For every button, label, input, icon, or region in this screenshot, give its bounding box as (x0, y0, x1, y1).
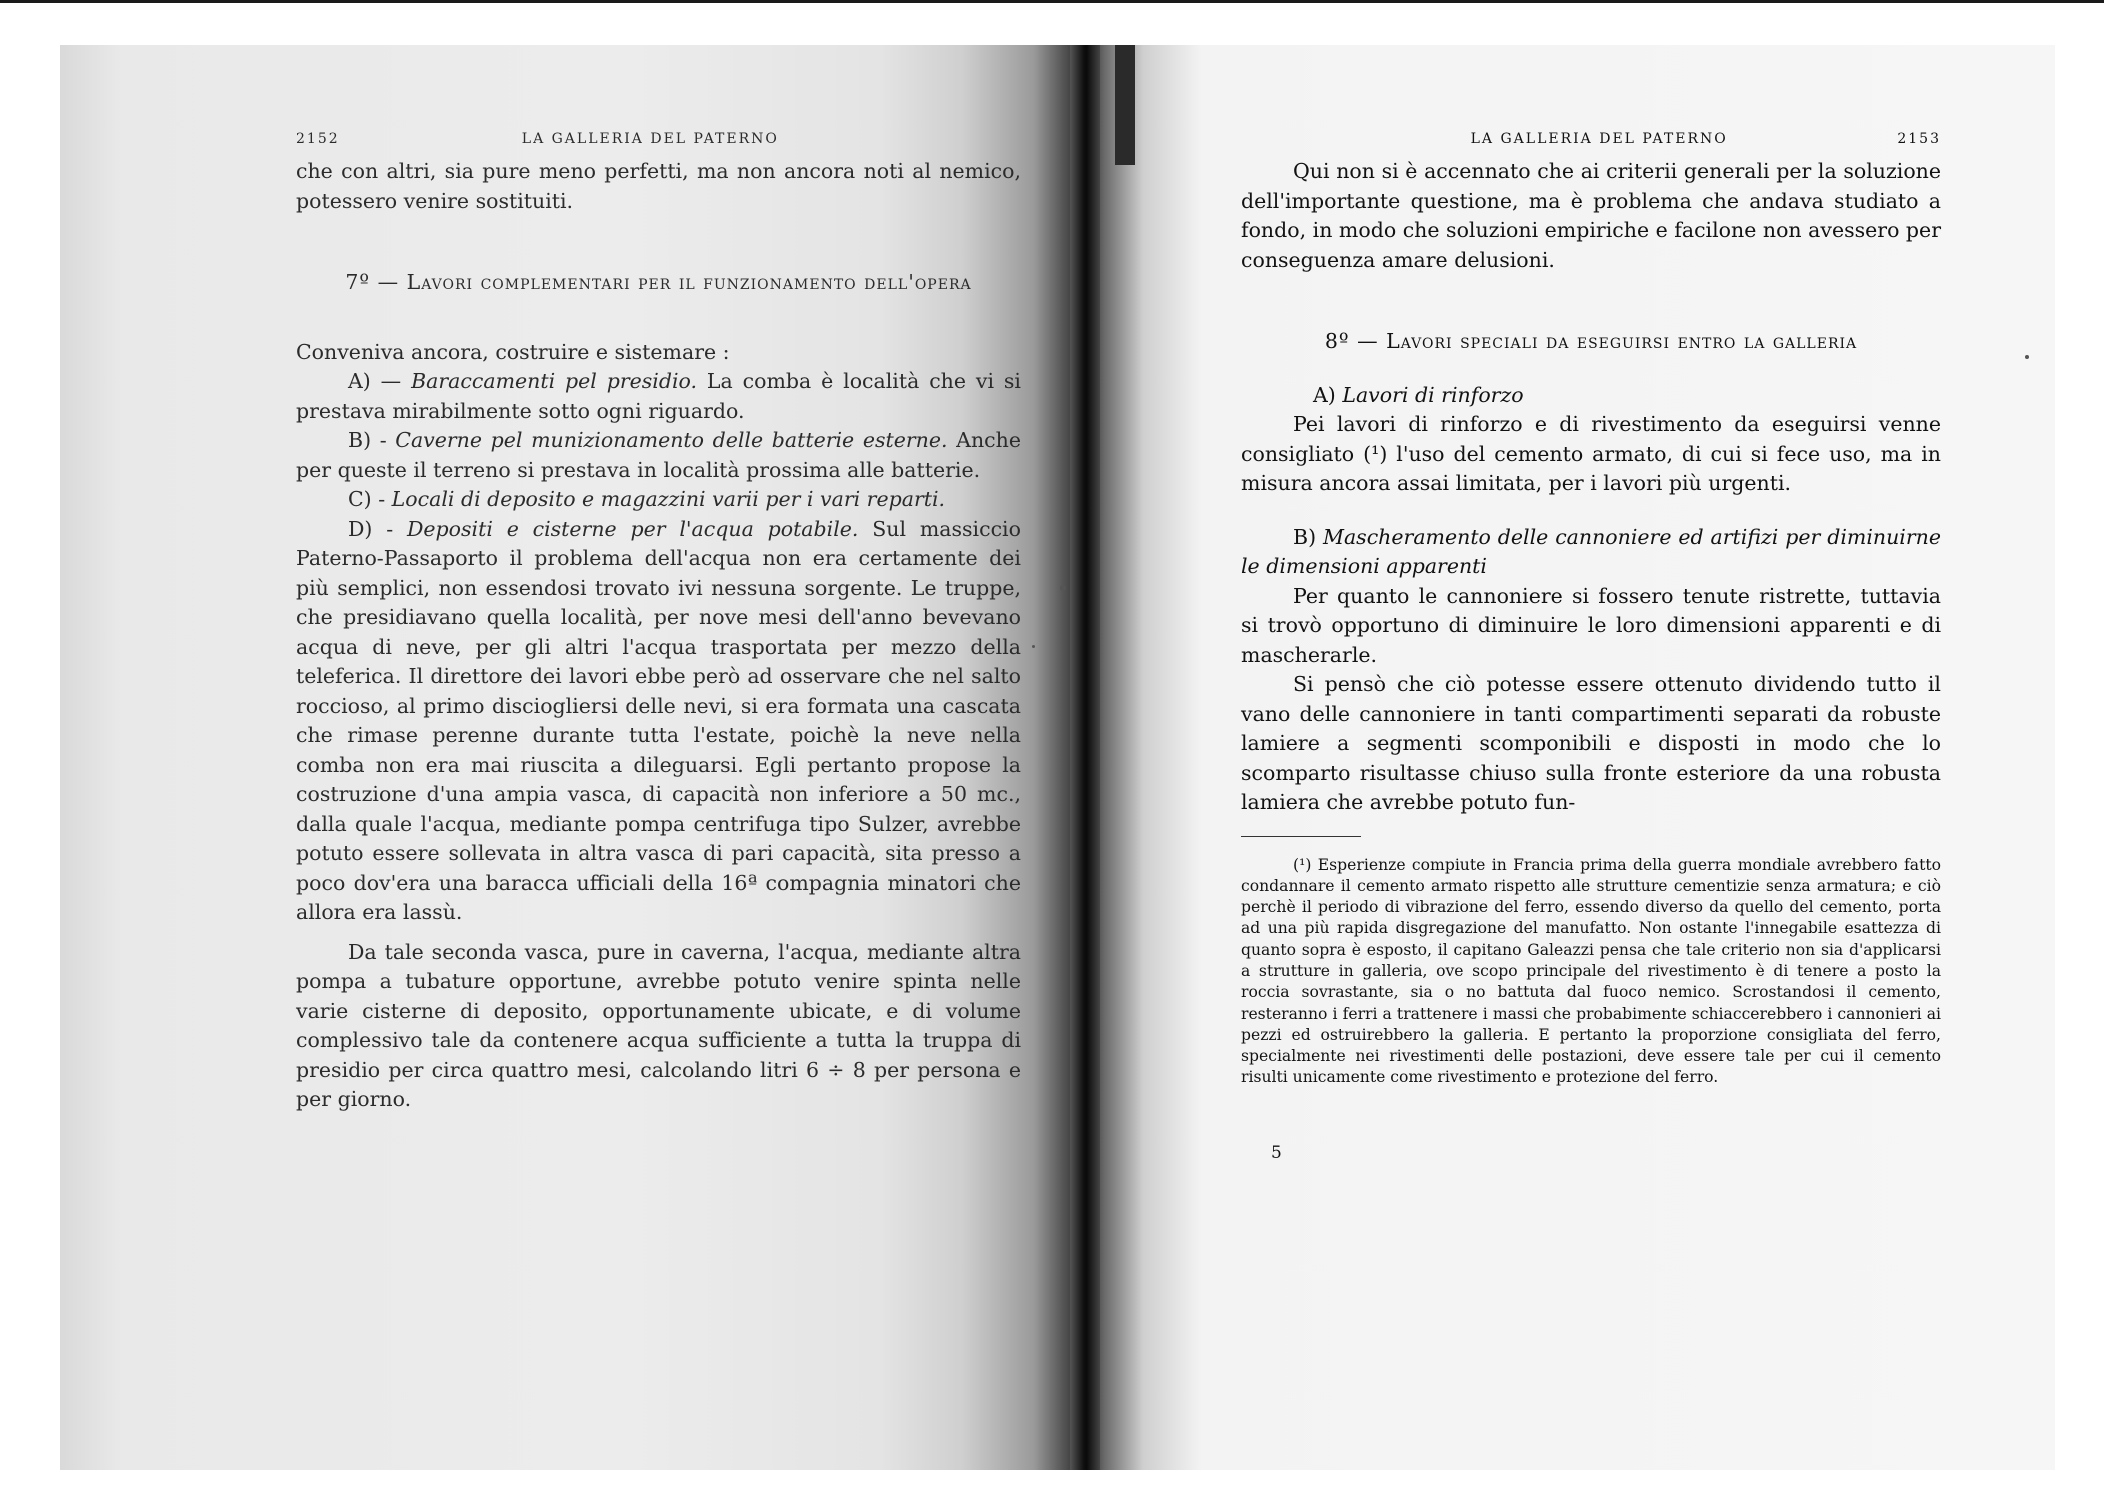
right-running-title: LA GALLERIA DEL PATERNO (1470, 131, 1728, 147)
subsection-a-paragraph: Pei lavori di rinforzo e di rivestimento da eseguirsi venne consigliato (¹) l'uso del cemento armato, di cui si fece uso, ma in misura ancora assai limitata, per i lavori più urgenti. (1241, 412, 1941, 495)
section-7-title: Lavori complementari per il funzionamento dell'opera (406, 270, 972, 294)
section-8-dash: — (1357, 329, 1379, 353)
right-page-number: 2153 (1897, 131, 1941, 147)
item-a-text: La comba è località che vi si prestava mirabilmente sotto ogni riguardo. (296, 369, 1021, 423)
subsection-a-label: A) (1313, 382, 1336, 407)
item-d-label: D) - (348, 516, 394, 541)
scan-speck (1032, 645, 1035, 648)
signature-number: 5 (1271, 1142, 1282, 1163)
subsection-b-paragraph-1: Per quanto le cannoniere si fossero tenute ristrette, tuttavia si trovò opportuno di diminuire le loro dimensioni apparenti e di mascherarle. (1241, 583, 1941, 667)
item-d-text: Sul massiccio Paterno-Passaporto il problema dell'acqua non era certamente dei più semplici, non essendosi trovato ivi nessuna sorgente. Le truppe, che presidiavano quella località, per nove mesi dell'anno bevevano acqua di neve, per gli altri l'acqua trasportata per mezzo della teleferica. Il direttore dei lavori ebbe però ad osservare che nel salto roccioso, al primo disciogliersi delle nevi, si era formata una cascata che rimase perenne durante tutta l'estate, poichè la neve nella comba non era mai riuscita a dileguarsi. Egli pertanto propose la costruzione d'una ampia vasca, di capacità non inferiore a 50 mc., dalla quale l'acqua, mediante pompa centrifuga tipo Sulzer, avrebbe potuto essere sollevata in altra vasca di pari capacità, sita presso a poco dov'era una baracca ufficiali della 16ª compagnia minatori che allora era lassù. (296, 516, 1021, 924)
item-b-label: B) - (348, 428, 387, 452)
left-page (60, 45, 1085, 1470)
subsection-b-title: Mascheramento delle cannoniere ed artifizi per diminuirne le dimensioni apparenti (1241, 524, 1941, 578)
item-c-label: C) - (348, 487, 386, 511)
book-scan (60, 45, 2055, 1470)
left-running-head (296, 125, 1021, 153)
left-page-number: 2152 (296, 131, 340, 147)
right-continuation-paragraph: Qui non si è accennato che ai criterii generali per la soluzione dell'importante questione, ma è problema che andava studiato a fondo, in modo che soluzioni empiriche e facilone non avessero per conseguenza amare delusioni. (1241, 159, 1941, 272)
right-page-text (1241, 125, 1941, 1168)
section-7-heading (296, 268, 1021, 298)
subsection-b-heading (1241, 523, 1941, 582)
section-8-heading (1241, 327, 1941, 357)
section-7-dash: — (377, 270, 400, 294)
closing-paragraph: Da tale seconda vasca, pure in caverna, l'acqua, mediante altra pompa a tubature opportune, avrebbe potuto venire spinta nelle varie cisterne di deposito, opportunamente ubicate, e di volume complessivo tale da contenere acqua sufficiente a tutta la truppa di presidio per circa quattro mesi, calcolando litri 6 ÷ 8 per persona e per giorno. (296, 939, 1021, 1111)
subsection-b-paragraph-2: Si pensò che ciò potesse essere ottenuto dividendo tutto il vano delle cannoniere in tanti compartimenti separati da robuste lamiere a segmenti scomponibili e disposti in modo che lo scomparto risultasse chiuso sulla fronte esteriore da una robusta lamiera che avrebbe potuto fun- (1241, 672, 1941, 814)
section-8-number: 8º (1324, 329, 1350, 353)
binding-edge (1115, 45, 1135, 165)
right-running-head (1241, 125, 1941, 153)
scan-top-border (0, 0, 2104, 3)
item-b-title: Caverne pel munizionamento delle batterie esterne. (395, 428, 948, 452)
item-d-title: Depositi e cisterne per l'acqua potabile. (406, 516, 859, 541)
scan-speck (2025, 355, 2029, 359)
subsection-a-title: Lavori di rinforzo (1342, 382, 1524, 407)
item-c (296, 485, 1021, 515)
left-continuation-paragraph: che con altri, sia pure meno perfetti, ma non ancora noti al nemico, potessero venire sostituiti. (296, 159, 1021, 213)
item-c-title: Locali di deposito e magazzini varii per i vari reparti. (391, 487, 946, 511)
intro-line: Conveniva ancora, costruire e sistemare : (296, 339, 730, 364)
footnote-rule (1241, 836, 1361, 837)
scan-speck (1060, 585, 1066, 591)
book-gutter-shadow (1070, 45, 1100, 1470)
section-7-number: 7º (345, 270, 371, 294)
item-a (296, 367, 1021, 426)
item-b (296, 426, 1021, 485)
item-b-text: Anche per queste il terreno si prestava in località prossima alle batterie. (296, 428, 1021, 482)
subsection-b-label: B) (1293, 524, 1317, 549)
item-a-title: Baraccamenti pel presidio. (411, 369, 698, 393)
section-8-title: Lavori speciali da eseguirsi entro la galleria (1386, 329, 1858, 353)
right-page (1085, 45, 2055, 1470)
subsection-a-heading (1241, 381, 1941, 411)
footnote: (¹) Esperienze compiute in Francia prima della guerra mondiale avrebbero fatto condannare il cemento armato rispetto alle strutture cementizie senza armatura; e ciò perchè il periodo di vibrazione del ferro, essendo diverso da quello del cemento, porta ad una più rapida disgregazione del manufatto. Non ostante l'innegabile esattezza di quanto sopra è esposto, il capitano Galeazzi pensa che tale criterio non sia d'applicarsi a strutture in galleria, ove scopo principale del rivestimento è di tenere a posto la roccia sovrastante, sia o no battuta dal fuoco nemico. Scrostandosi il cemento, resteranno i ferri a trattenere i massi che probabimente schiaccerebbero i cannonieri ai pezzi ed ostruirebbero la galleria. E pertanto la proporzione consigliata del ferro, specialmente nei rivestimenti delle postazioni, deve essere tale per cui il cemento risulti unicamente come rivestimento e protezione del ferro. (1241, 855, 1941, 1087)
item-d (296, 515, 1021, 928)
left-running-title: LA GALLERIA DEL PATERNO (521, 131, 779, 147)
item-a-label: A) — (348, 369, 402, 393)
left-page-text (296, 125, 1021, 1115)
